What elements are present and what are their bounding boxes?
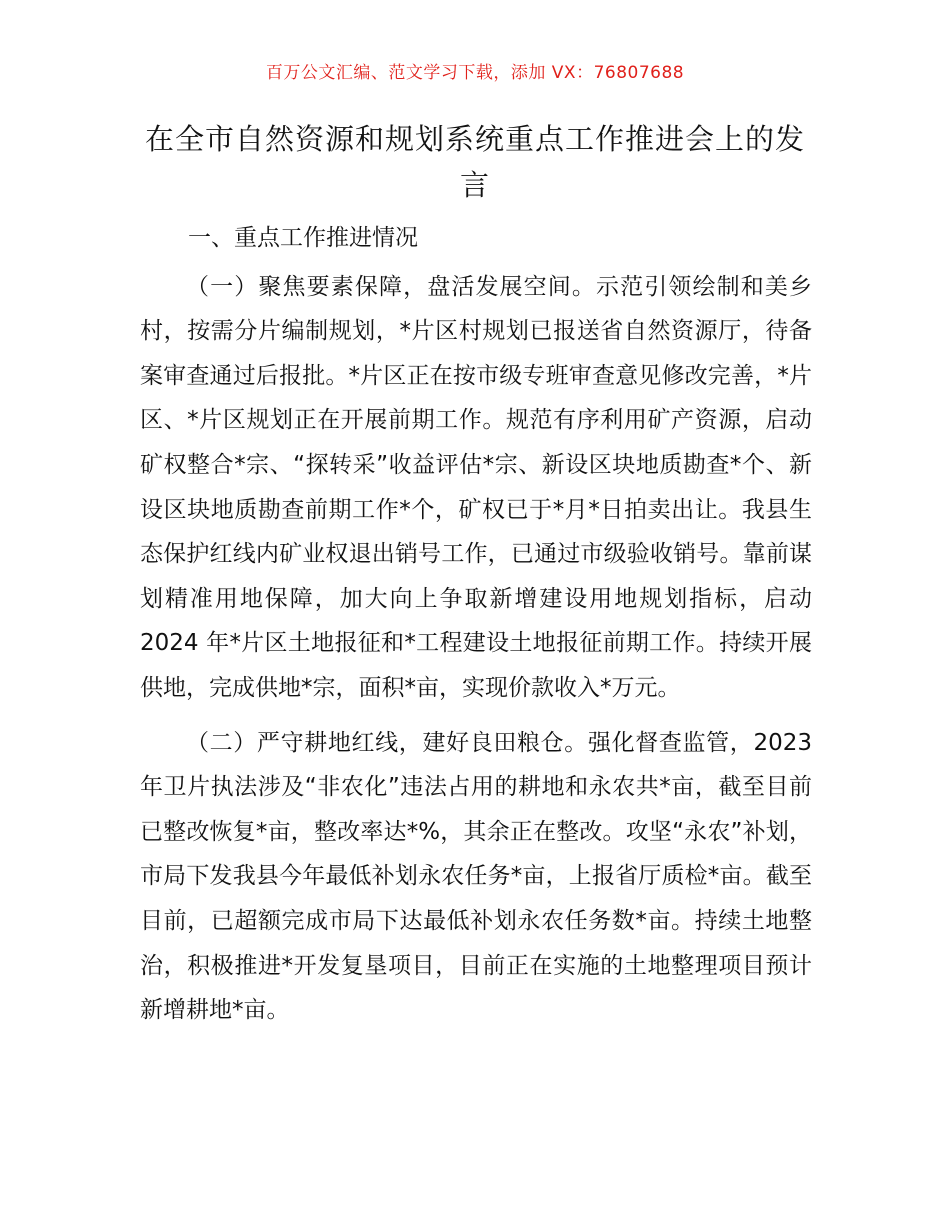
section-heading: 一、重点工作推进情况: [188, 225, 418, 251]
header-watermark-note: 百万公文汇编、范文学习下载，添加 VX：76807688: [265, 63, 685, 83]
document-title: 在全市自然资源和规划系统重点工作推进会上的发言: [144, 122, 805, 202]
document-body: [140, 216, 812, 1043]
paragraph-1: （一）聚焦要素保障，盘活发展空间。示范引领绘制和美乡村，按需分片编制规划，*片区村规划已报送省自然资源厅，待备案审查通过后报批。*片区正在按市级专班审查意见修改完善，*片区、*片区规划正在开展前期工作。规范有序利用矿产资源，启动矿权整合*宗、“探转采”收益评估*宗、新设区块地质勘查*个、新设区块地质勘查前期工作*个，矿权已于*月*日拍卖出让。我县生态保护红线内矿业权退出销号工作，已通过市级验收销号。靠前谋划精准用地保障，加大向上争取新增建设用地规划指标，启动 2024 年*片区土地报征和*工程建设土地报征前期工作。持续开展供地，完成供地*宗，面积*亩，实现价款收入*万元。: [140, 273, 812, 701]
paragraph-2: （二）严守耕地红线，建好良田粮仓。强化督查监管，2023 年卫片执法涉及“非农化”违法占用的耕地和永农共*亩，截至目前已整改恢复*亩，整改率达*%，其余正在整改。攻坚“永农”补划，市局下发我县今年最低补划永农任务*亩，上报省厅质检*亩。截至目前，已超额完成市局下达最低补划永农任务数*亩。持续土地整治，积极推进*开发复垦项目，目前正在实施的土地整理项目预计新增耕地*亩。: [140, 729, 812, 1024]
